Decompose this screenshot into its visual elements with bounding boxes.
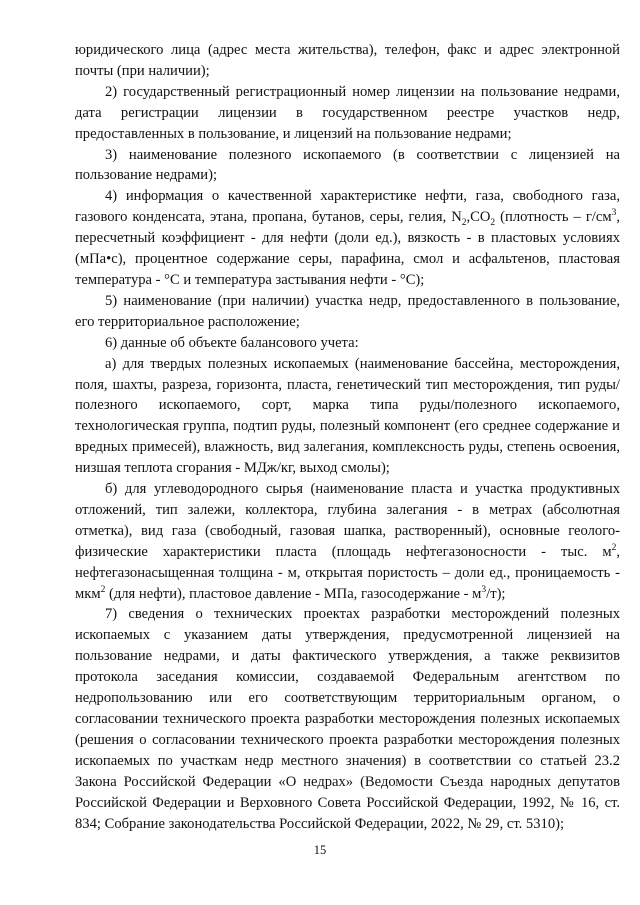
paragraph-quality-characteristics — [75, 186, 620, 291]
co2-subscript: 2 — [490, 218, 496, 229]
paragraph-balance-object-text: 6) данные об объекте балансового учета: — [105, 334, 359, 351]
paragraph-license-number — [75, 82, 620, 145]
n2-subscript: 2 — [461, 218, 467, 229]
quality-text-part-d: , пересчетный коэффициент - для нефти (доли ед.), вязкость - в пластовых условиях (мПа•с), процентное содержание серы, парафина, смол и асфальтенов, пластовая температура - °С и температура застывания нефти - °С); — [75, 209, 620, 288]
quality-text-part-b: ,CO — [466, 209, 491, 226]
quality-text-part-c: (плотность – г/см — [495, 209, 612, 226]
paragraph-mineral-name — [75, 145, 620, 187]
paragraph-hydrocarbons — [75, 479, 620, 604]
paragraph-subsoil-plot — [75, 291, 620, 333]
hydrocarbons-text-part-b: , нефтегазонасыщенная толщина - м, открытая пористость – доли ед., проницаемость - мкм — [75, 543, 620, 602]
mkm2-superscript: 2 — [100, 584, 106, 595]
cm3-superscript: 3 — [611, 208, 617, 219]
hydrocarbons-text-part-a: б) для углеводородного сырья (наименование пласта и участка продуктивных отложений, тип залежи, коллектора, глубина залегания - в метрах (абсолютная отметка), вид газа (свободный, газовая шапка, растворенный), основные геолого-физические характеристики пласта (площадь нефтегазоносности - тыс. м — [75, 481, 620, 560]
page-number: 15 — [313, 843, 327, 857]
hydrocarbons-text-part-d: /т); — [486, 585, 506, 602]
paragraph-applicant-contacts — [75, 40, 620, 82]
document-body — [75, 40, 620, 834]
paragraph-technical-projects — [75, 604, 620, 834]
paragraph-solid-minerals — [75, 354, 620, 479]
paragraph-technical-projects-text: 7) сведения о технических проектах разработки месторождений полезных ископаемых с указанием даты утверждения, предусмотренной лицензией на пользование недрами, и даты фактического утверждения, а также реквизитов протокола заседания комиссии, создаваемой Федеральным агентством по недропользованию или его соответствующим территориальным органом, о согласовании технического проекта разработки месторождения полезных ископаемых (решения о согласовании технического проекта разработки месторождения полезных ископаемых по участкам недр местного значения) в соответствии со статьей 23.2 Закона Российской Федерации «О недрах» (Ведомости Съезда народных депутатов Российской Федерации и Верховного Совета Российской Федерации, 1992, № 16, ст. 834; Собрание законодательства Российской Федерации, 2022, № 29, ст. 5310); — [75, 606, 620, 832]
paragraph-applicant-contacts-text: юридического лица (адрес места жительства), телефон, факс и адрес электронной почты (при наличии); — [75, 42, 620, 79]
paragraph-subsoil-plot-text: 5) наименование (при наличии) участка недр, предоставленного в пользование, его территориальное расположение; — [75, 292, 620, 330]
hydrocarbons-text-part-c: (для нефти), пластовое давление - МПа, газосодержание - м — [105, 585, 482, 602]
paragraph-license-number-text: 2) государственный регистрационный номер лицензии на пользование недрами, дата регистрации лицензии в государственном реестре участков недр, предоставленных в пользование, и лицензий на пользование недрами; — [75, 83, 620, 142]
quality-text-part-a: 4) информация о качественной характеристике нефти, газа, свободного газа, газового конденсата, этана, пропана, бутанов, серы, гелия, N — [75, 188, 620, 226]
m2-superscript: 2 — [611, 542, 617, 553]
paragraph-solid-minerals-text: а) для твердых полезных ископаемых (наименование бассейна, месторождения, поля, шахты, разреза, горизонта, пласта, генетический тип месторождения, тип руды/полезного ископаемого, сорт, марка типа руды/полезного ископаемого, технологическая группа, подтип руды, полезный компонент (его среднее содержание и вредных примесей), влажность, вид залегания, комплексность руды, степень освоения, низшая теплота сгорания - МДж/кг, выход смолы); — [75, 355, 620, 477]
m3-superscript: 3 — [481, 584, 487, 595]
paragraph-balance-object — [75, 333, 620, 354]
paragraph-mineral-name-text: 3) наименование полезного ископаемого (в соответствии с лицензией на пользование недрами); — [75, 146, 620, 184]
